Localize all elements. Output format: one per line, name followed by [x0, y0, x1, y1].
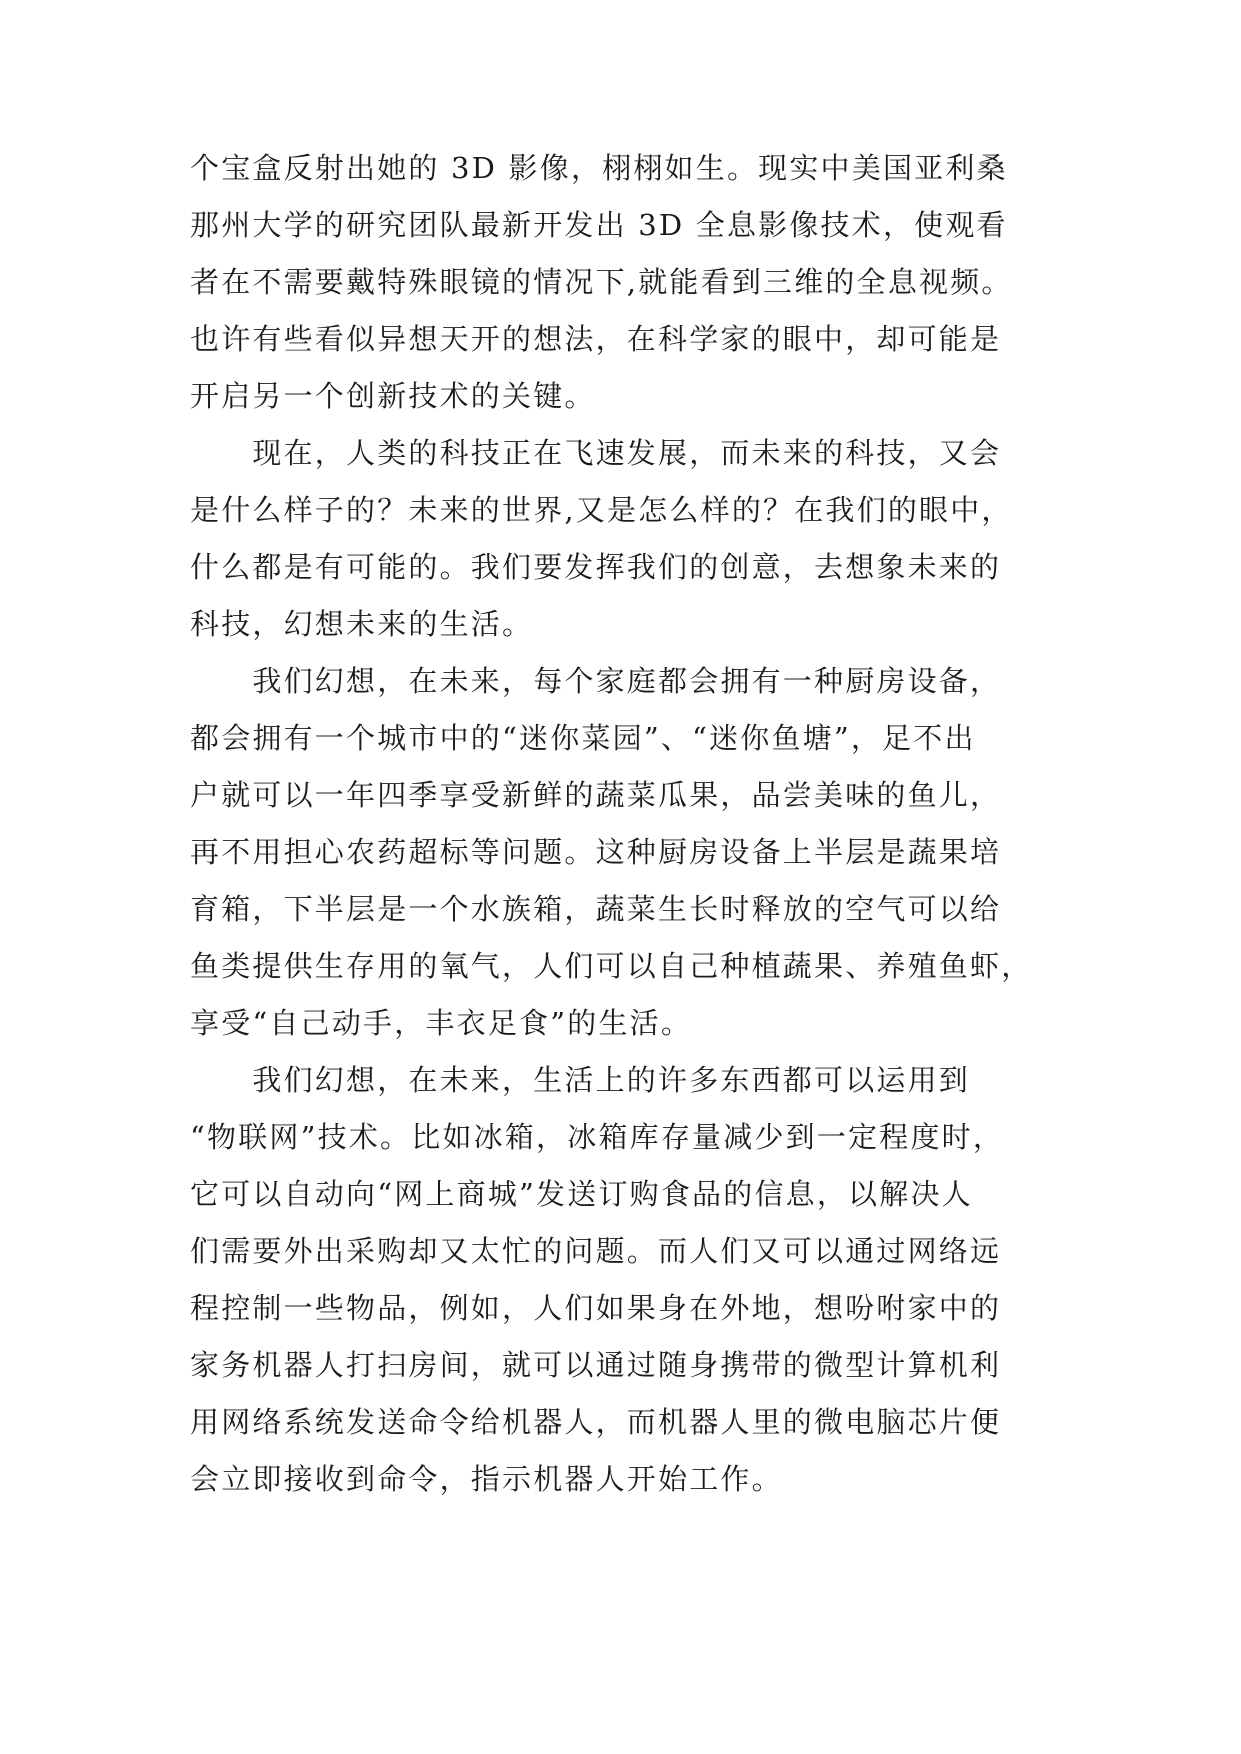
text-line: 它可以自动向“网上商城”发送订购食品的信息，以解决人: [190, 1177, 973, 1211]
text-line: 们需要外出采购却又太忙的问题。而人们又可以通过网络远: [190, 1234, 1002, 1268]
text-line: 也许有些看似异想天开的想法，在科学家的眼中，却可能是: [190, 322, 1002, 356]
text-line: 我们幻想，在未来，生活上的许多东西都可以运用到: [190, 1063, 971, 1097]
text-line: 开启另一个创新技术的关键。: [190, 379, 596, 413]
text-line: 享受“自己动手，丰衣足食”的生活。: [190, 1006, 693, 1040]
text-line: 再不用担心农药超标等问题。这种厨房设备上半层是蔬果培: [190, 835, 1002, 869]
text-line: 我们幻想，在未来，每个家庭都会拥有一种厨房设备，: [190, 664, 1002, 698]
text-line: 科技，幻想未来的生活。: [190, 607, 534, 641]
text-line: 家务机器人打扫房间，就可以通过随身携带的微型计算机利: [190, 1348, 1002, 1382]
text-line: 者在不需要戴特殊眼镜的情况下,就能看到三维的全息视频。: [190, 265, 1013, 299]
text-line: 个宝盒反射出她的 3D 影像，栩栩如生。现实中美国亚利桑: [190, 151, 1008, 185]
text-line: 什么都是有可能的。我们要发挥我们的创意，去想象未来的: [190, 550, 1002, 584]
text-line: 会立即接收到命令，指示机器人开始工作。: [190, 1462, 783, 1496]
text-line: 育箱，下半层是一个水族箱，蔬菜生长时释放的空气可以给: [190, 892, 1002, 926]
text-line: 鱼类提供生存用的氧气，人们可以自己种植蔬果、养殖鱼虾，: [190, 949, 1033, 983]
text-line: 都会拥有一个城市中的“迷你菜园”、“迷你鱼塘”，足不出: [190, 721, 976, 755]
text-line: 程控制一些物品，例如，人们如果身在外地，想吩咐家中的: [190, 1291, 1002, 1325]
text-line: 那州大学的研究团队最新开发出 3D 全息影像技术，使观看: [190, 208, 1008, 242]
text-line: 户就可以一年四季享受新鲜的蔬菜瓜果，品尝美味的鱼儿，: [190, 778, 1002, 812]
text-line: 现在，人类的科技正在飞速发展，而未来的科技，又会: [190, 436, 1002, 470]
text-line: 是什么样子的？未来的世界,又是怎么样的？在我们的眼中，: [190, 493, 1013, 527]
text-line: “物联网”技术。比如冰箱，冰箱库存量减少到一定程度时，: [190, 1120, 1005, 1154]
text-line: 用网络系统发送命令给机器人，而机器人里的微电脑芯片便: [190, 1405, 1002, 1439]
